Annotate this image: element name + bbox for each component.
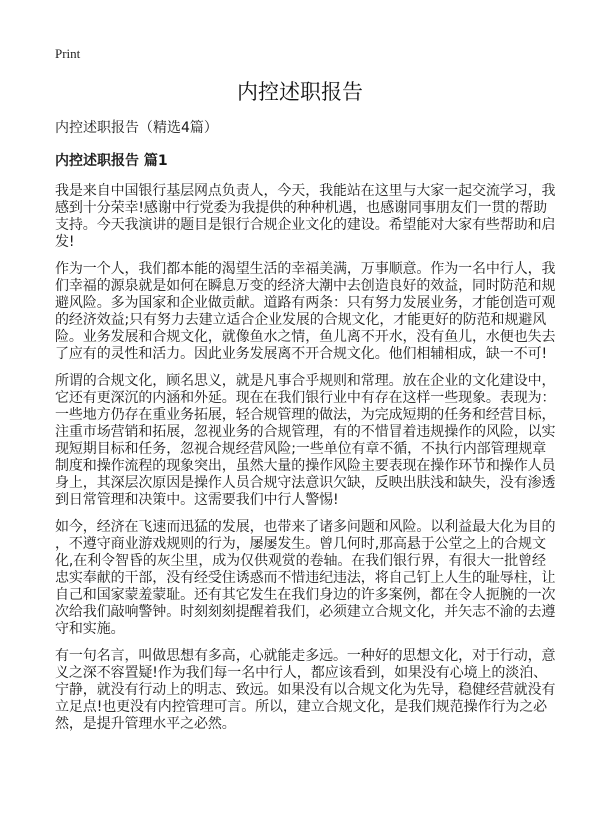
paragraph-line: 然，是提升管理水平之必然。 [55, 716, 236, 732]
paragraph-line: 立足点!也更没有内控管理可言。所以，建立合规文化，是我们规范操作行为之必 [55, 699, 548, 715]
paragraph-line: 了应有的灵性和活力。因此业务发展离不开合规文化。他们相辅相成，缺一不可! [55, 346, 548, 362]
paragraph-line: 宁静，就没有行动上的明志、致远。如果没有以合规文化为先导，稳健经营就没有 [55, 682, 556, 698]
paragraph-line: 如今，经济在飞速而迅猛的发展，也带来了诸多问题和风险。以利益最大化为目的 [55, 519, 556, 535]
paragraph-line: 一些地方仍存在重业务拓展，轻合规管理的做法，为完成短期的任务和经营目标， [55, 407, 556, 423]
document-title: 内控述职报告 [237, 80, 363, 104]
paragraph-line: 感到十分荣幸!感谢中行党委为我提供的种种机遇，也感谢同事朋友们一贯的帮助 [55, 200, 548, 216]
paragraph-line: 作为一个人，我们都本能的渴望生活的幸福美满，万事顺意。作为一名中行人，我 [55, 261, 556, 277]
paragraph-line: 的经济效益;只有努力去建立适合企业发展的合规文化，才能更好的防范和规避风 [55, 312, 547, 328]
paragraph [55, 648, 556, 733]
paragraph [55, 261, 556, 363]
paragraph-line: 化,在利令智昏的灰尘里，成为仅供观赏的卷轴。在我们银行界，有很大一批曾经 [55, 553, 546, 569]
paragraph-line: 义之深不容置疑!作为我们每一名中行人，都应该看到，如果没有心境上的淡泊、 [55, 665, 548, 681]
paragraph-line: 身上，其深层次原因是操作人员合规守法意识欠缺，反映出肤浅和缺失，没有渗透 [55, 475, 556, 491]
section-heading: 内控述职报告 篇1 [55, 153, 168, 169]
paragraph-line: 它还有更深沉的内涵和外延。现在在我们银行业中有存在这样一些现象。表现为： [55, 390, 556, 406]
paragraph-line: 避风险。多为国家和企业做贡献。道路有两条：只有努力发展业务，才能创造可观 [55, 295, 556, 311]
paragraph-line: 守和实施。 [55, 621, 125, 637]
paragraph-line: 次给我们敲响警钟。时刻刻刻提醒着我们，必须建立合规文化，并矢志不渝的去遵 [55, 604, 556, 620]
paragraph-line: 现短期目标和任务，忽视合规经营风险;一些单位有章不循，不执行内部管理规章 [55, 441, 547, 457]
paragraph-line: 我是来自中国银行基层网点负责人，今天，我能站在这里与大家一起交流学习，我 [55, 183, 556, 199]
paragraph-line: 注重市场营销和拓展，忽视业务的合规管理，有的不惜冒着违规操作的风险，以实 [55, 424, 556, 440]
paragraph [55, 519, 556, 638]
paragraph-line: 所谓的合规文化，顾名思义，就是凡事合乎规则和常理。放在企业的文化建设中， [55, 373, 556, 389]
paragraph-line: ，不遵守商业游戏规则的行为，屡屡发生。曾几何时,那高悬于公堂之上的合规文 [55, 536, 546, 552]
paragraph-line: 到日常管理和决策中。这需要我们中行人警惕! [55, 492, 339, 508]
paragraph-line: 自己和国家蒙羞蒙耻。还有其它发生在我们身边的许多案例，都在令人扼腕的一次 [55, 587, 556, 603]
paragraph [55, 373, 556, 509]
paragraph-line: 发! [55, 234, 75, 250]
paragraph-line: 们幸福的源泉就是如何在瞬息万变的经济大潮中去创造良好的效益，同时防范和规 [55, 278, 556, 294]
paragraph-line: 制度和操作流程的现象突出，虽然大量的操作风险主要表现在操作环节和操作人员 [55, 458, 556, 474]
paragraph-line: 支持。今天我演讲的题目是银行合规企业文化的建设。希望能对大家有些帮助和启 [55, 217, 556, 233]
paragraph-line: 有一句名言，叫做思想有多高，心就能走多远。一种好的思想文化，对于行动，意 [55, 648, 556, 664]
paragraph-line: 忠实奉献的干部，没有经受住诱惑而不惜违纪违法，将自己钉上人生的耻辱柱，让 [55, 570, 556, 586]
print-link[interactable]: Print [55, 46, 81, 61]
paragraph [55, 183, 556, 251]
paragraph-line: 险。业务发展和合规文化，就像鱼水之情，鱼儿离不开水，没有鱼儿，水便也失去 [55, 329, 556, 345]
document-subtitle: 内控述职报告（精选4篇） [55, 120, 218, 136]
document-body [55, 183, 556, 743]
